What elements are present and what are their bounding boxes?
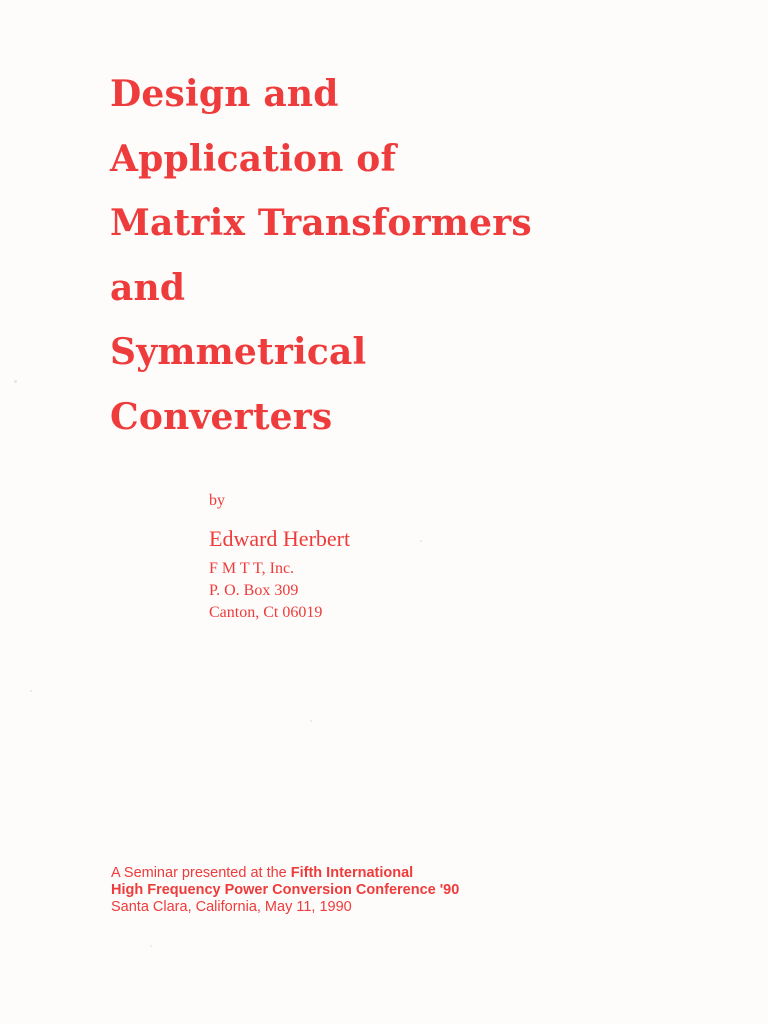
seminar-note — [111, 865, 459, 916]
title-line: Application of — [110, 137, 397, 180]
paper-speck — [150, 945, 152, 947]
paper-speck — [30, 690, 32, 692]
seminar-line-1 — [111, 865, 459, 882]
author-address-line-1: P. O. Box 309 — [209, 582, 299, 599]
author-company: F M T T, Inc. — [209, 560, 295, 577]
seminar-location-date: Santa Clara, California, May 11, 1990 — [111, 899, 352, 915]
document-title — [110, 62, 532, 449]
title-line: Converters — [110, 395, 333, 438]
paper-speck — [310, 720, 312, 722]
seminar-conference-name: High Frequency Power Conversion Conference '90 — [111, 882, 460, 898]
byline: by — [209, 492, 225, 509]
author-name: Edward Herbert — [209, 526, 351, 551]
title-line: and — [110, 266, 186, 309]
seminar-conference-ordinal: Fifth International — [290, 865, 414, 881]
title-line: Matrix Transformers — [110, 202, 532, 244]
paper-speck — [14, 380, 17, 383]
seminar-prefix: A Seminar presented at the — [111, 865, 291, 881]
title-line: Design and — [110, 73, 339, 115]
title-line: Symmetrical — [110, 331, 367, 373]
author-address-line-2: Canton, Ct 06019 — [209, 604, 323, 621]
author-block — [209, 492, 350, 624]
paper-speck — [420, 540, 422, 542]
